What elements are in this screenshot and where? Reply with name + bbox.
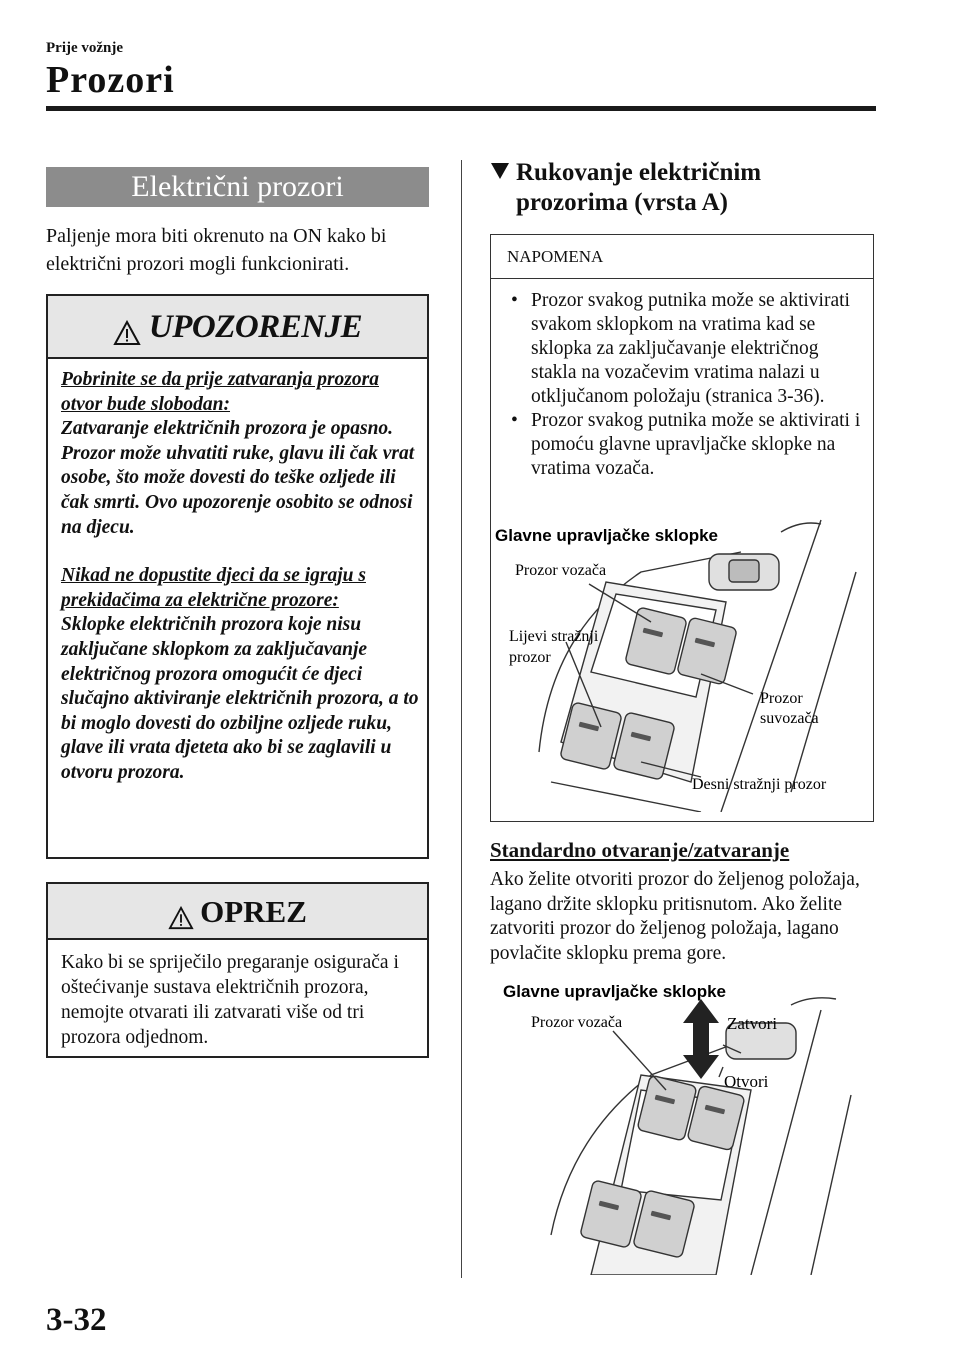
title-rule [46,106,876,111]
warning-text-1: Zatvaranje električnih prozora je opasno. Prozor može uhvatiti ruke, glavu ili čak vrat osobe, što može dovesti do teške ozljede ili čak smrti. Ovo upozorenje osobito se odnosi na djecu. [61,418,415,538]
fig2-open-label: Otvori [724,1072,769,1091]
warning-triangle-icon [113,320,141,346]
switch-diagram-1 [491,512,871,812]
caution-triangle-icon [168,906,194,930]
standard-operation-subheading: Standardno otvaranje/zatvaranje [490,838,790,862]
fig1-passenger-label-1: Prozor [760,690,803,707]
note-bullet-1-text: Prozor svakog putnika može se aktivirati svakom sklopkom na vratima kad se sklopka za zaključavanje električnog stakla na vozačevim vratima nalazi u otključanom položaju (stranica 3-36). [531,290,850,407]
section-band-title: Električni prozori [46,167,429,207]
fig1-right-rear-label: Desni stražnji prozor [692,776,827,793]
note-bullet-2 [507,409,867,481]
caution-text: Kako bi se spriječilo pregaranje osigurača i oštećivanje sustava električnih prozora, nemojte otvarati ili zatvarati više od tri prozora odjednom. [61,952,399,1048]
bullet-dot-icon: • [511,290,518,311]
page-title: Prozori [46,59,175,101]
caution-box [46,882,429,1058]
standard-operation-paragraph: Ako želite otvoriti prozor do željenog položaja, lagano držite sklopku pritisnutom. Ako želite zatvoriti prozor do željenog položaja, lagano povlačite sklopku prema gore. [490,869,860,964]
warning-body [61,368,421,810]
fig2-driver-label: Prozor vozača [531,1014,623,1031]
fig1-driver-label: Prozor vozača [515,562,607,579]
note-bullet-1 [507,289,867,409]
column-divider [461,160,462,1278]
open-close-arrow-icon [683,999,719,1079]
operation-heading-text: Rukovanje električnim prozorima (vrsta A) [516,159,762,216]
fig1-passenger-label-2: suvozača [760,710,819,727]
bullet-dot-icon: • [511,410,518,431]
fig2-close-label: Zatvori [727,1014,778,1033]
fig1-left-rear-label-2: prozor [509,649,551,666]
warning-box [46,294,429,859]
warning-heading-1: Pobrinite se da prije zatvaranja prozora otvor bude slobodan: [61,369,379,415]
switch-diagram-2 [491,975,871,1275]
warning-header [48,296,427,359]
note-label: NAPOMENA [491,235,873,279]
warning-heading-2: Nikad ne dopustite djeci da se igraju s prekidačima za električne prozore: [61,565,366,611]
note-body [507,289,867,481]
fig2-main-label: Glavne upravljačke sklopke [503,982,727,1001]
fig1-left-rear-label-1: Lijevi stražnji [509,628,599,645]
section-label: Prije vožnje [46,40,124,56]
note-bullet-2-text: Prozor svakog putnika može se aktivirati i pomoću glavne upravljačke sklopke na vratima vozača. [531,410,861,479]
triangle-bullet-icon [490,162,510,180]
caution-header [48,884,427,940]
warning-label: UPOZORENJE [148,309,363,345]
warning-text-2: Sklopke električnih prozora koje nisu zaključane sklopkom za zaključavanje električnog prozora omogućit će djeci slučajno aktiviranje električnih prozora, a to bi moglo dovesti do ozbiljne ozljede ruku, glave ili vrata djeteta ako bi se zaglavili u otvoru prozora. [61,614,419,783]
fig1-main-label: Glavne upravljačke sklopke [495,526,719,545]
intro-paragraph: Paljenje mora biti okrenuto na ON kako bi električni prozori mogli funkcionirati. [46,225,387,275]
page-number: 3-32 [46,1302,107,1338]
caution-label: OPREZ [200,894,307,929]
